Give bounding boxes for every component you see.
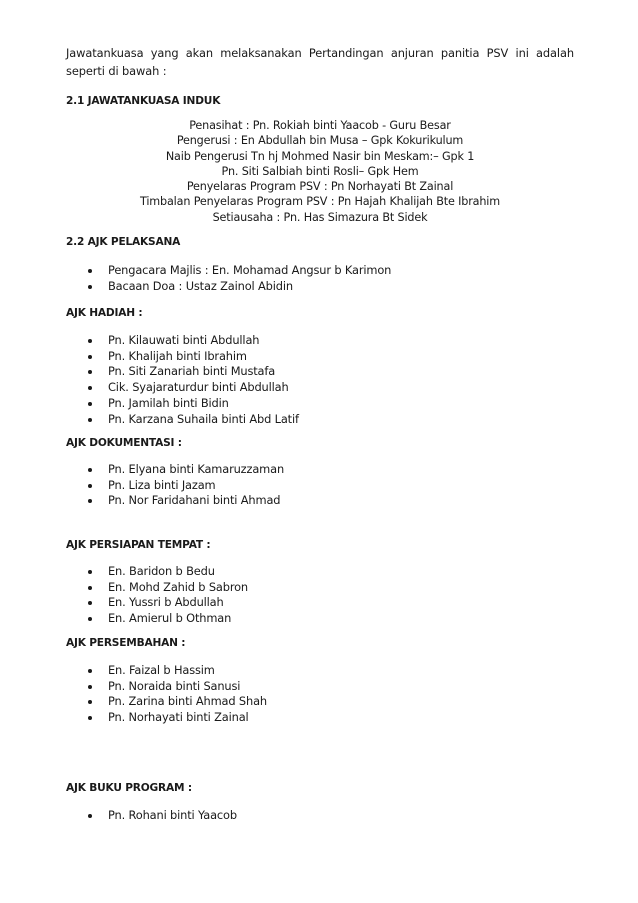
- list-item: Pn. Norhayati binti Zainal: [66, 710, 267, 726]
- list-item: En. Faizal b Hassim: [66, 663, 267, 679]
- list-item: En. Mohd Zahid b Sabron: [66, 580, 248, 596]
- induk-line-naib-pengerusi: Naib Pengerusi Tn hj Mohmed Nasir bin Meskam:– Gpk 1: [165, 149, 475, 163]
- ajk-persembahan-list: [66, 663, 267, 726]
- list-item: Pn. Karzana Suhaila binti Abd Latif: [66, 412, 299, 428]
- list-item: En. Amierul b Othman: [66, 611, 248, 627]
- list-item: Pn. Zarina binti Ahmad Shah: [66, 694, 267, 710]
- heading-ajk-persembahan: AJK PERSEMBAHAN :: [66, 637, 186, 649]
- list-item: Pn. Liza binti Jazam: [66, 478, 284, 494]
- heading-ajk-pelaksana: 2.2 AJK PELAKSANA: [66, 236, 181, 248]
- heading-ajk-dokumentasi: AJK DOKUMENTASI :: [66, 437, 182, 449]
- list-item: Pn. Noraida binti Sanusi: [66, 679, 267, 695]
- list-item: Pn. Jamilah binti Bidin: [66, 396, 299, 412]
- list-item: Pn. Khalijah binti Ibrahim: [66, 349, 299, 365]
- induk-line-timbalan-penyelaras: Timbalan Penyelaras Program PSV : Pn Hajah Khalijah Bte Ibrahim: [139, 195, 501, 209]
- intro-paragraph: Jawatankuasa yang akan melaksanakan Pertandingan anjuran panitia PSV ini adalah seperti di bawah :: [66, 46, 574, 78]
- induk-line-setiausaha: Setiausaha : Pn. Has Simazura Bt Sidek: [212, 210, 428, 224]
- list-item: Pn. Siti Zanariah binti Mustafa: [66, 364, 299, 380]
- list-item: Pn. Kilauwati binti Abdullah: [66, 333, 299, 349]
- jawatankuasa-induk-list: [66, 118, 574, 225]
- list-item: En. Baridon b Bedu: [66, 564, 248, 580]
- heading-jawatankuasa-induk: 2.1 JAWATANKUASA INDUK: [66, 95, 221, 107]
- ajk-buku-program-list: [66, 808, 237, 824]
- heading-ajk-hadiah: AJK HADIAH :: [66, 307, 143, 319]
- list-item: Bacaan Doa : Ustaz Zainol Abidin: [66, 279, 391, 295]
- list-item: Pn. Elyana binti Kamaruzzaman: [66, 462, 284, 478]
- ajk-pelaksana-list: [66, 263, 391, 294]
- list-item: Pn. Rohani binti Yaacob: [66, 808, 237, 824]
- induk-line-penasihat: Penasihat : Pn. Rokiah binti Yaacob - Guru Besar: [189, 119, 451, 132]
- list-item: Cik. Syajaraturdur binti Abdullah: [66, 380, 299, 396]
- induk-line-gpk-hem: Pn. Siti Salbiah binti Rosli– Gpk Hem: [221, 164, 419, 178]
- ajk-dokumentasi-list: [66, 462, 284, 509]
- induk-line-pengerusi: Pengerusi : En Abdullah bin Musa – Gpk Kokurikulum: [176, 134, 464, 148]
- induk-line-penyelaras: Penyelaras Program PSV : Pn Norhayati Bt Zainal: [186, 180, 454, 194]
- ajk-persiapan-tempat-list: [66, 564, 248, 627]
- list-item: Pn. Nor Faridahani binti Ahmad: [66, 493, 284, 509]
- heading-ajk-buku-program: AJK BUKU PROGRAM :: [66, 782, 192, 794]
- list-item: En. Yussri b Abdullah: [66, 595, 248, 611]
- ajk-hadiah-list: [66, 333, 299, 427]
- heading-ajk-persiapan-tempat: AJK PERSIAPAN TEMPAT :: [66, 539, 211, 551]
- list-item: Pengacara Majlis : En. Mohamad Angsur b Karimon: [66, 263, 391, 279]
